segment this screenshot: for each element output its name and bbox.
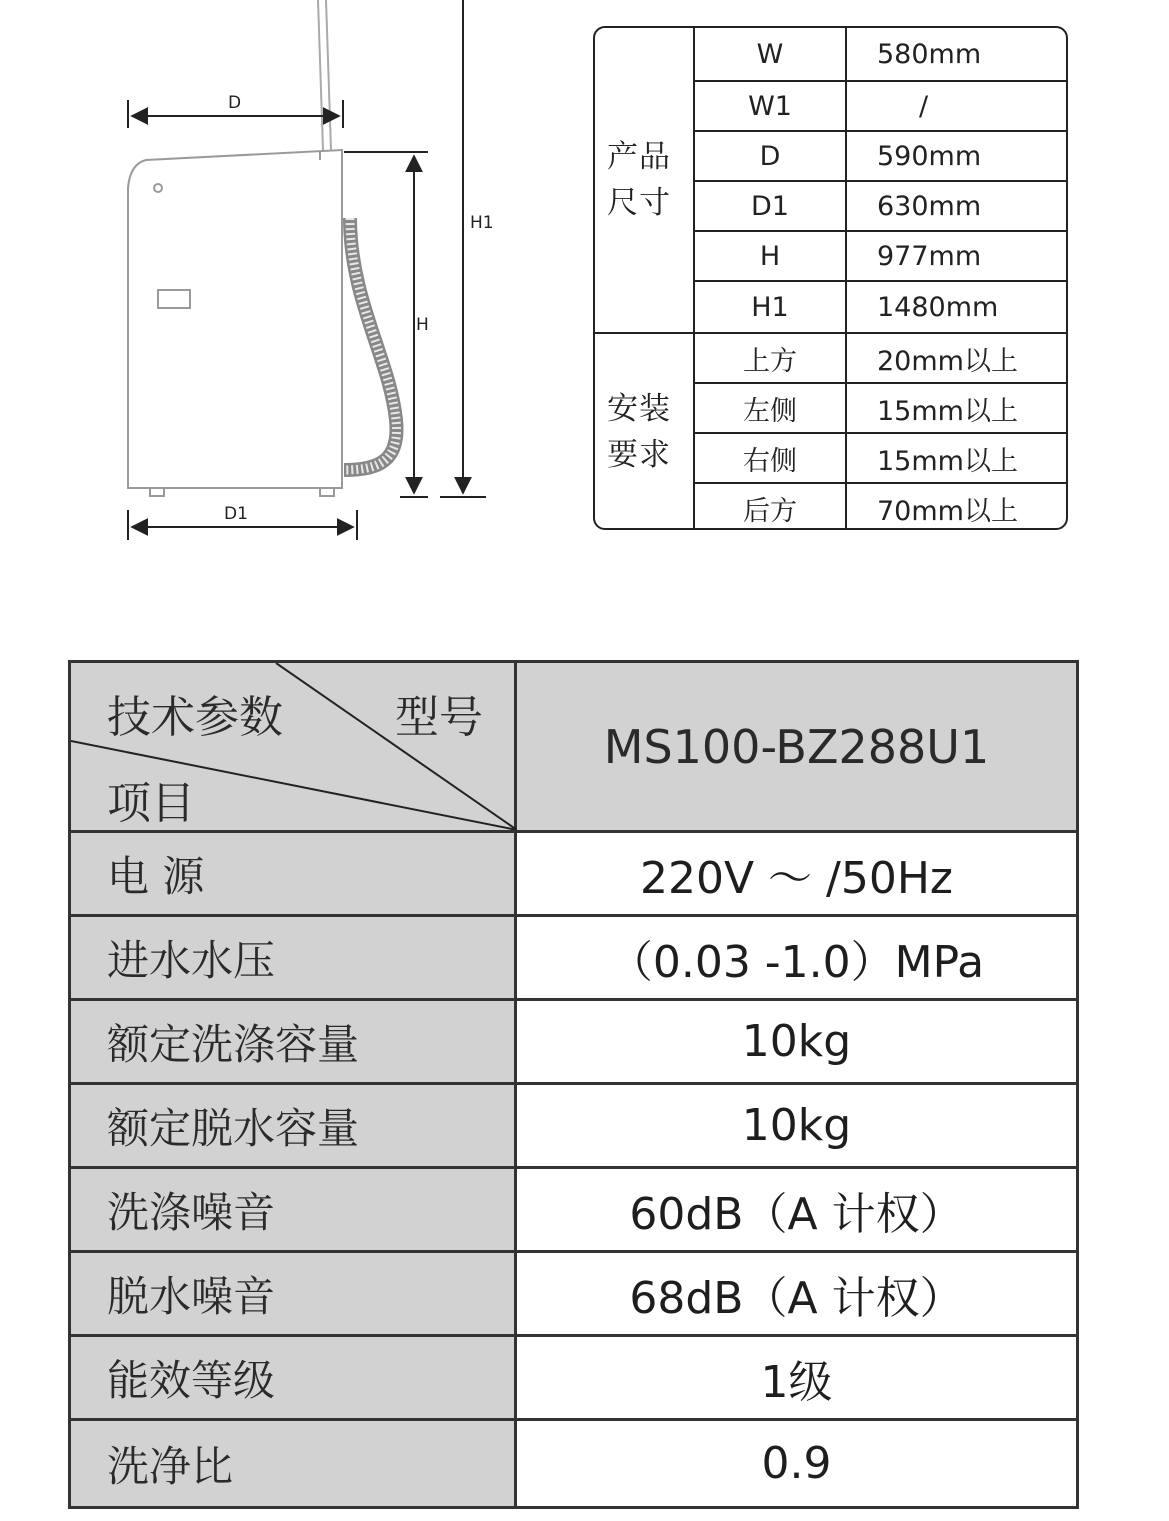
dim-row-h1 [695,282,1066,334]
spec-row-wash-capacity [71,1001,1076,1085]
dim-value: 15mm以上 [877,445,1018,477]
header-params-label: 技术参数 [107,692,283,743]
install-row-left [695,384,1066,434]
dim-value: 977mm [877,240,982,272]
spec-value: 60dB（A 计权） [629,1188,964,1240]
spec-key: 进水水压 [71,917,517,998]
spec-value: 10kg [741,1016,852,1067]
dim-key: 右侧 [695,434,847,482]
install-row-right [695,434,1066,484]
dim-key: 左侧 [695,384,847,432]
dimension-h-label: H [416,315,429,335]
header-model-label: 型号 [395,692,483,743]
spec-value: 1级 [760,1356,833,1408]
dim-key: H [695,232,847,280]
spec-value: 68dB（A 计权） [629,1272,964,1324]
install-row-top [695,334,1066,384]
spec-key: 能效等级 [71,1337,517,1418]
washer-side-view-diagram [0,0,560,560]
dim-value: 1480mm [877,291,999,323]
dim-key: 后方 [695,484,847,530]
dim-row-w [695,28,1066,82]
model-number: MS100-BZ288U1 [517,663,1076,830]
spec-row-wash-ratio [71,1421,1076,1506]
spec-row-power [71,833,1076,917]
washer-open-lid [318,0,331,150]
spec-key: 额定脱水容量 [71,1085,517,1166]
dim-value: 15mm以上 [877,395,1018,427]
spec-row-water-pressure [71,917,1076,1001]
dim-value: 20mm以上 [877,345,1018,377]
dimension-h1 [440,0,486,497]
spec-value: 220V ～ /50Hz [639,852,954,904]
spec-key: 电 源 [71,833,517,914]
group-install-requirements [595,334,695,530]
dim-row-w1 [695,82,1066,132]
dim-key: H1 [695,282,847,332]
spec-row-spin-noise [71,1253,1076,1337]
spec-key: 洗净比 [71,1421,517,1506]
technical-spec-table [68,660,1079,1509]
dim-row-d1 [695,182,1066,232]
spec-value: （0.03 -1.0）MPa [608,936,985,988]
dimension-d1-label: D1 [224,504,248,524]
install-row-back [695,484,1066,530]
group-install-label: 安装 要求 [607,391,671,473]
spec-value: 10kg [741,1100,852,1151]
dim-value: 70mm以上 [877,495,1018,527]
dim-row-d [695,132,1066,182]
spec-key: 额定洗涤容量 [71,1001,517,1082]
spec-header-corner-cell [71,663,517,830]
group-product-size [595,28,695,334]
dimensions-table [593,26,1068,530]
dim-key: D [695,132,847,180]
drain-hose [344,218,397,470]
dim-value: 630mm [877,190,982,222]
dimension-d-label: D [228,93,242,113]
dim-key: W [695,28,847,80]
dimension-h1-label: H1 [470,213,494,233]
header-item-label: 项目 [107,778,195,829]
dim-key: 上方 [695,334,847,382]
dim-key: W1 [695,82,847,130]
dim-value: 590mm [877,140,982,172]
spec-row-spin-capacity [71,1085,1076,1169]
washer-body [128,150,342,496]
group-product-size-label: 产品 尺寸 [607,139,671,221]
spec-row-wash-noise [71,1169,1076,1253]
spec-header [71,663,1076,833]
dim-value: 580mm [877,38,982,70]
spec-row-energy-class [71,1337,1076,1421]
dim-key: D1 [695,182,847,230]
dim-row-h [695,232,1066,282]
spec-value: 0.9 [761,1438,832,1489]
spec-key: 洗涤噪音 [71,1169,517,1250]
dim-value: / [919,90,929,122]
spec-key: 脱水噪音 [71,1253,517,1334]
